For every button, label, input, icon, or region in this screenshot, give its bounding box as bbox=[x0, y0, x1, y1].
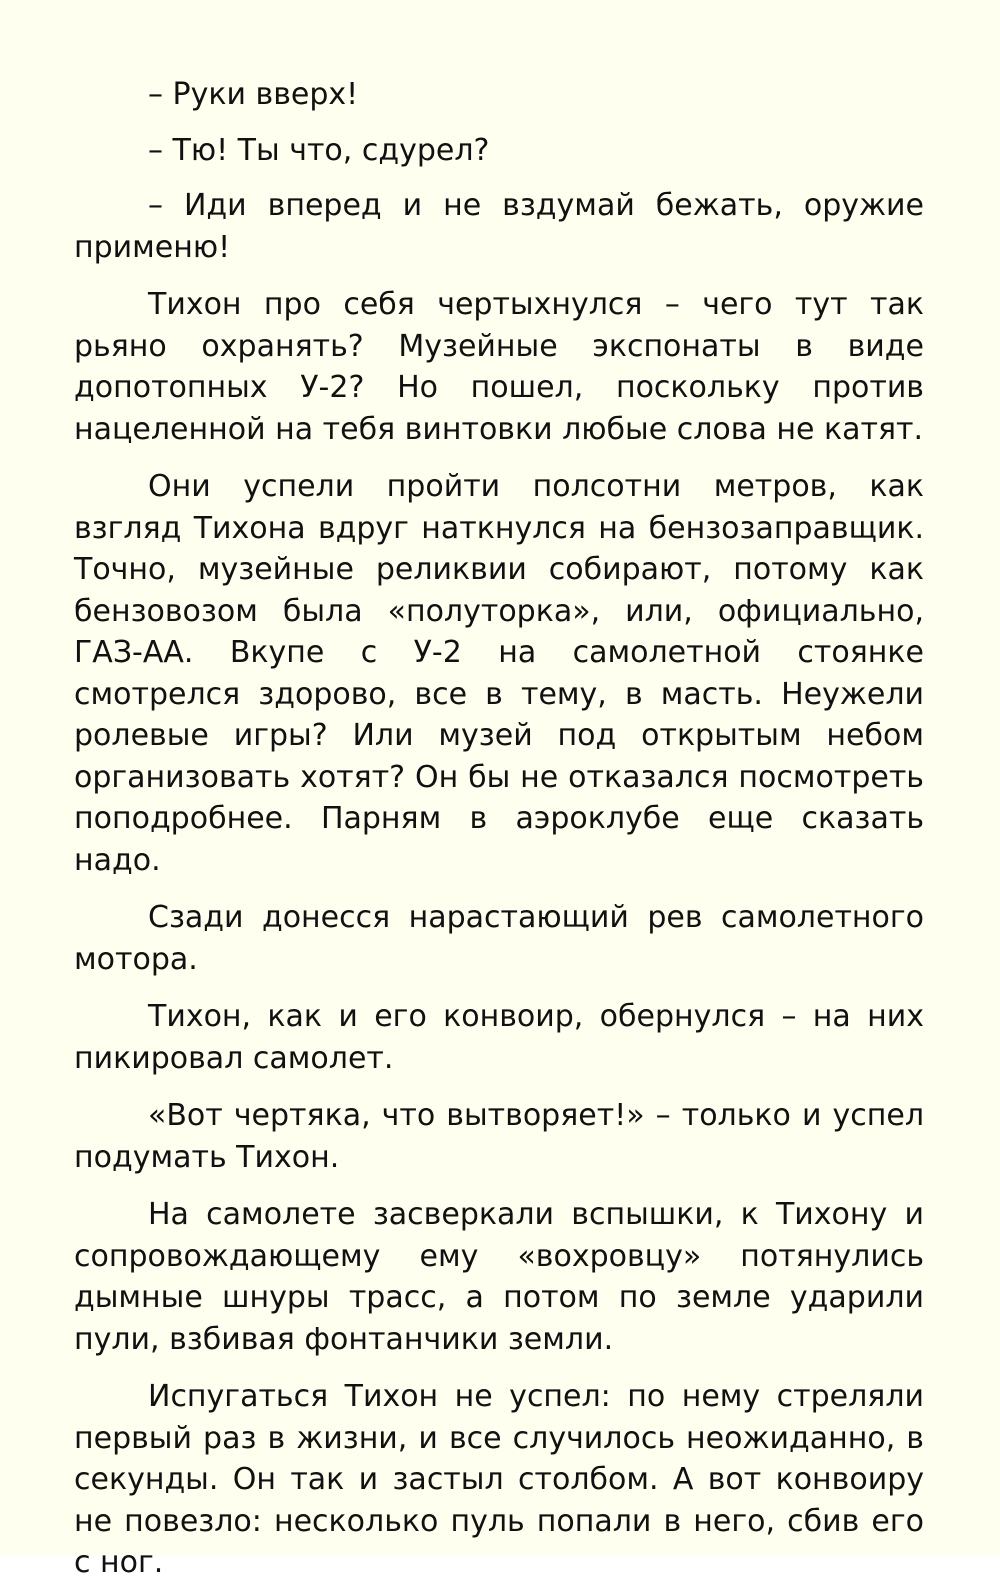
paragraph-6: Сзади донесся нарастающий рев самолетного мотора. bbox=[74, 900, 924, 977]
paragraph-1: – Руки вверх! bbox=[148, 77, 359, 112]
page-text bbox=[74, 74, 924, 1584]
paragraph-8: «Вот чертяка, что вытворяет!» – только и успел подумать Тихон. bbox=[74, 1098, 924, 1175]
paragraph-4: Тихон про себя чертыхнулся – чего тут так рьяно охранять? Музейные экспонаты в виде допотопных У-2? Но пошел, поскольку против нацеленной на тебя винтовки любые слова не катят. bbox=[74, 287, 924, 447]
paragraph-10: Испугаться Тихон не успел: по нему стреляли первый раз в жизни, и все случилось неожиданно, в секунды. Он так и застыл столбом. А вот конвоиру не повезло: несколько пуль попали в него, сбив его с ног. bbox=[74, 1379, 924, 1580]
paragraph-9: На самолете засверкали вспышки, к Тихону и сопровождающему ему «вохровцу» потянулись дымные шнуры трасс, а потом по земле ударили пули, взбивая фонтанчики земли. bbox=[74, 1197, 924, 1357]
paragraph-3: – Иди вперед и не вздумай бежать, оружие применю! bbox=[74, 188, 924, 265]
paragraph-5: Они успели пройти полсотни метров, как взгляд Тихона вдруг наткнулся на бензозаправщик. Точно, музейные реликвии собирают, потому как бензовозом была «полуторка», или, официально, ГАЗ-АА. Вкупе с У-2 на самолетной стоянке смотрелся здорово, все в тему, в масть. Неужели ролевые игры? Или музей под открытым небом организовать хотят? Он бы не отказался посмотреть поподробнее. Парням в аэроклубе еще сказать надо. bbox=[74, 469, 924, 878]
paragraph-2: – Тю! Ты что, сдурел? bbox=[148, 132, 490, 168]
paragraph-7: Тихон, как и его конвоир, обернулся – на них пикировал самолет. bbox=[74, 999, 924, 1076]
